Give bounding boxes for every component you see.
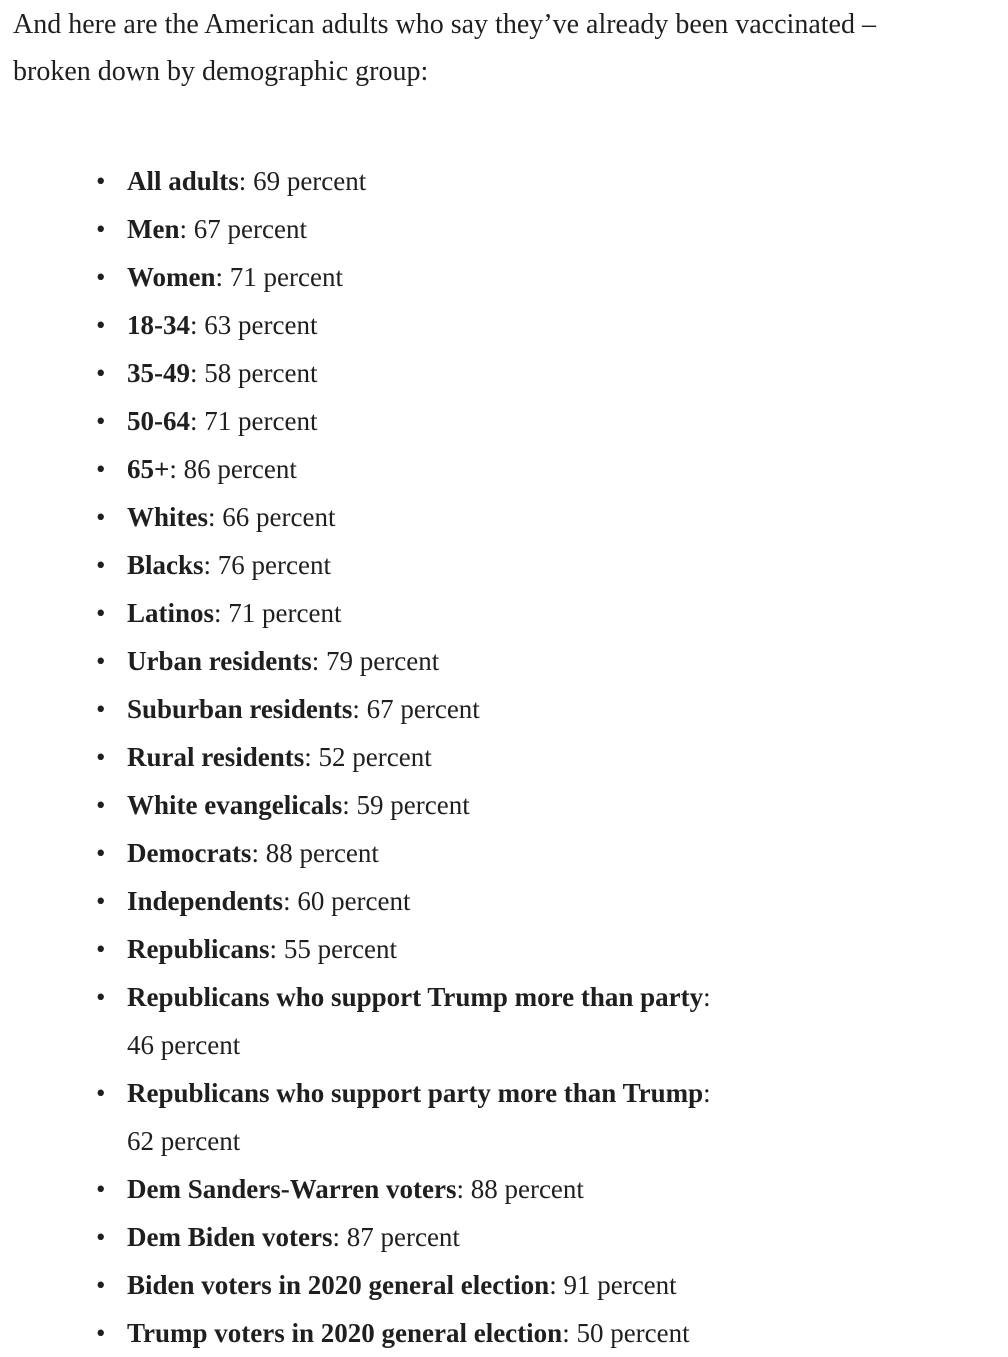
item-label: 18-34 [127, 310, 190, 340]
list-item [127, 349, 987, 397]
list-item [127, 637, 987, 685]
item-separator: : [352, 694, 367, 724]
item-separator: : [332, 1222, 347, 1252]
item-separator: : [214, 598, 229, 628]
item-value: 88 percent [265, 838, 379, 868]
item-value: 52 percent [318, 742, 432, 772]
item-separator: : [215, 262, 230, 292]
item-value: 79 percent [326, 646, 440, 676]
item-label: Republicans who support Trump more than party [127, 982, 704, 1012]
item-value: 91 percent [563, 1270, 677, 1300]
item-value: 87 percent [346, 1222, 460, 1252]
item-value: 69 percent [253, 166, 367, 196]
list-item [127, 781, 987, 829]
item-separator: : [304, 742, 319, 772]
item-label: 50-64 [127, 406, 190, 436]
item-label: Trump voters in 2020 general election [127, 1318, 563, 1348]
list-item [127, 1165, 987, 1213]
item-label: Whites [127, 502, 208, 532]
list-item [127, 973, 987, 1069]
list-item [127, 301, 987, 349]
item-separator: : [251, 838, 266, 868]
item-value: 86 percent [183, 454, 297, 484]
list-item [127, 1261, 987, 1309]
demographics-list [0, 157, 1008, 1357]
list-item [127, 877, 987, 925]
item-value: 58 percent [204, 358, 318, 388]
item-label: Blacks [127, 550, 204, 580]
item-label: Rural residents [127, 742, 305, 772]
item-label: Independents [127, 886, 284, 916]
item-value: 88 percent [470, 1174, 584, 1204]
item-value: 67 percent [193, 214, 307, 244]
list-item [127, 493, 987, 541]
item-label: 65+ [127, 454, 170, 484]
item-separator: : [208, 502, 223, 532]
item-separator: : [311, 646, 327, 676]
item-value: 71 percent [228, 598, 342, 628]
list-item [127, 157, 987, 205]
list-item [127, 685, 987, 733]
list-item [127, 445, 987, 493]
item-label: 35-49 [127, 358, 190, 388]
list-item [127, 733, 987, 781]
item-value: 50 percent [576, 1318, 690, 1348]
item-separator: : [203, 550, 218, 580]
item-value: 59 percent [356, 790, 470, 820]
item-separator: : [169, 454, 184, 484]
item-separator: : [562, 1318, 577, 1348]
item-label: Dem Biden voters [127, 1222, 333, 1252]
list-item [127, 589, 987, 637]
list-item [127, 829, 987, 877]
item-value: 62 percent [127, 1126, 241, 1156]
item-label: Dem Sanders-Warren voters [127, 1174, 457, 1204]
list-item [127, 1213, 987, 1261]
item-value: 67 percent [366, 694, 480, 724]
item-separator: : [190, 358, 205, 388]
list-item [127, 205, 987, 253]
item-separator: : [456, 1174, 471, 1204]
item-label: Men [127, 214, 180, 244]
item-separator: : [549, 1270, 564, 1300]
item-separator: : [703, 982, 711, 1012]
list-item [127, 1069, 987, 1165]
item-value: 63 percent [204, 310, 318, 340]
item-separator: : [179, 214, 194, 244]
item-label: Urban residents [127, 646, 312, 676]
item-label: Republicans [127, 934, 270, 964]
item-separator: : [238, 166, 254, 196]
item-label: Biden voters in 2020 general election [127, 1270, 550, 1300]
intro-paragraph: And here are the American adults who say they’ve already been vaccinated – broken down by demographic group: [13, 9, 876, 87]
item-label: Latinos [127, 598, 215, 628]
item-separator: : [190, 406, 205, 436]
item-separator: : [703, 1078, 711, 1108]
item-value: 76 percent [217, 550, 331, 580]
item-value: 71 percent [229, 262, 343, 292]
item-label: Republicans who support party more than Trump [127, 1078, 704, 1108]
item-label: Women [127, 262, 216, 292]
item-separator: : [269, 934, 284, 964]
list-item [127, 253, 987, 301]
item-value: 46 percent [127, 1030, 241, 1060]
item-label: All adults [127, 166, 239, 196]
list-item [127, 925, 987, 973]
list-item [127, 1309, 987, 1357]
item-value: 55 percent [283, 934, 398, 964]
item-label: White evangelicals [127, 790, 343, 820]
item-separator: : [342, 790, 357, 820]
item-label: Suburban residents [127, 694, 353, 724]
item-separator: : [283, 886, 298, 916]
item-value: 60 percent [297, 886, 411, 916]
list-item [127, 397, 987, 445]
item-separator: : [190, 310, 205, 340]
item-value: 71 percent [204, 406, 318, 436]
item-label: Democrats [127, 838, 252, 868]
list-item [127, 541, 987, 589]
item-value: 66 percent [222, 502, 336, 532]
